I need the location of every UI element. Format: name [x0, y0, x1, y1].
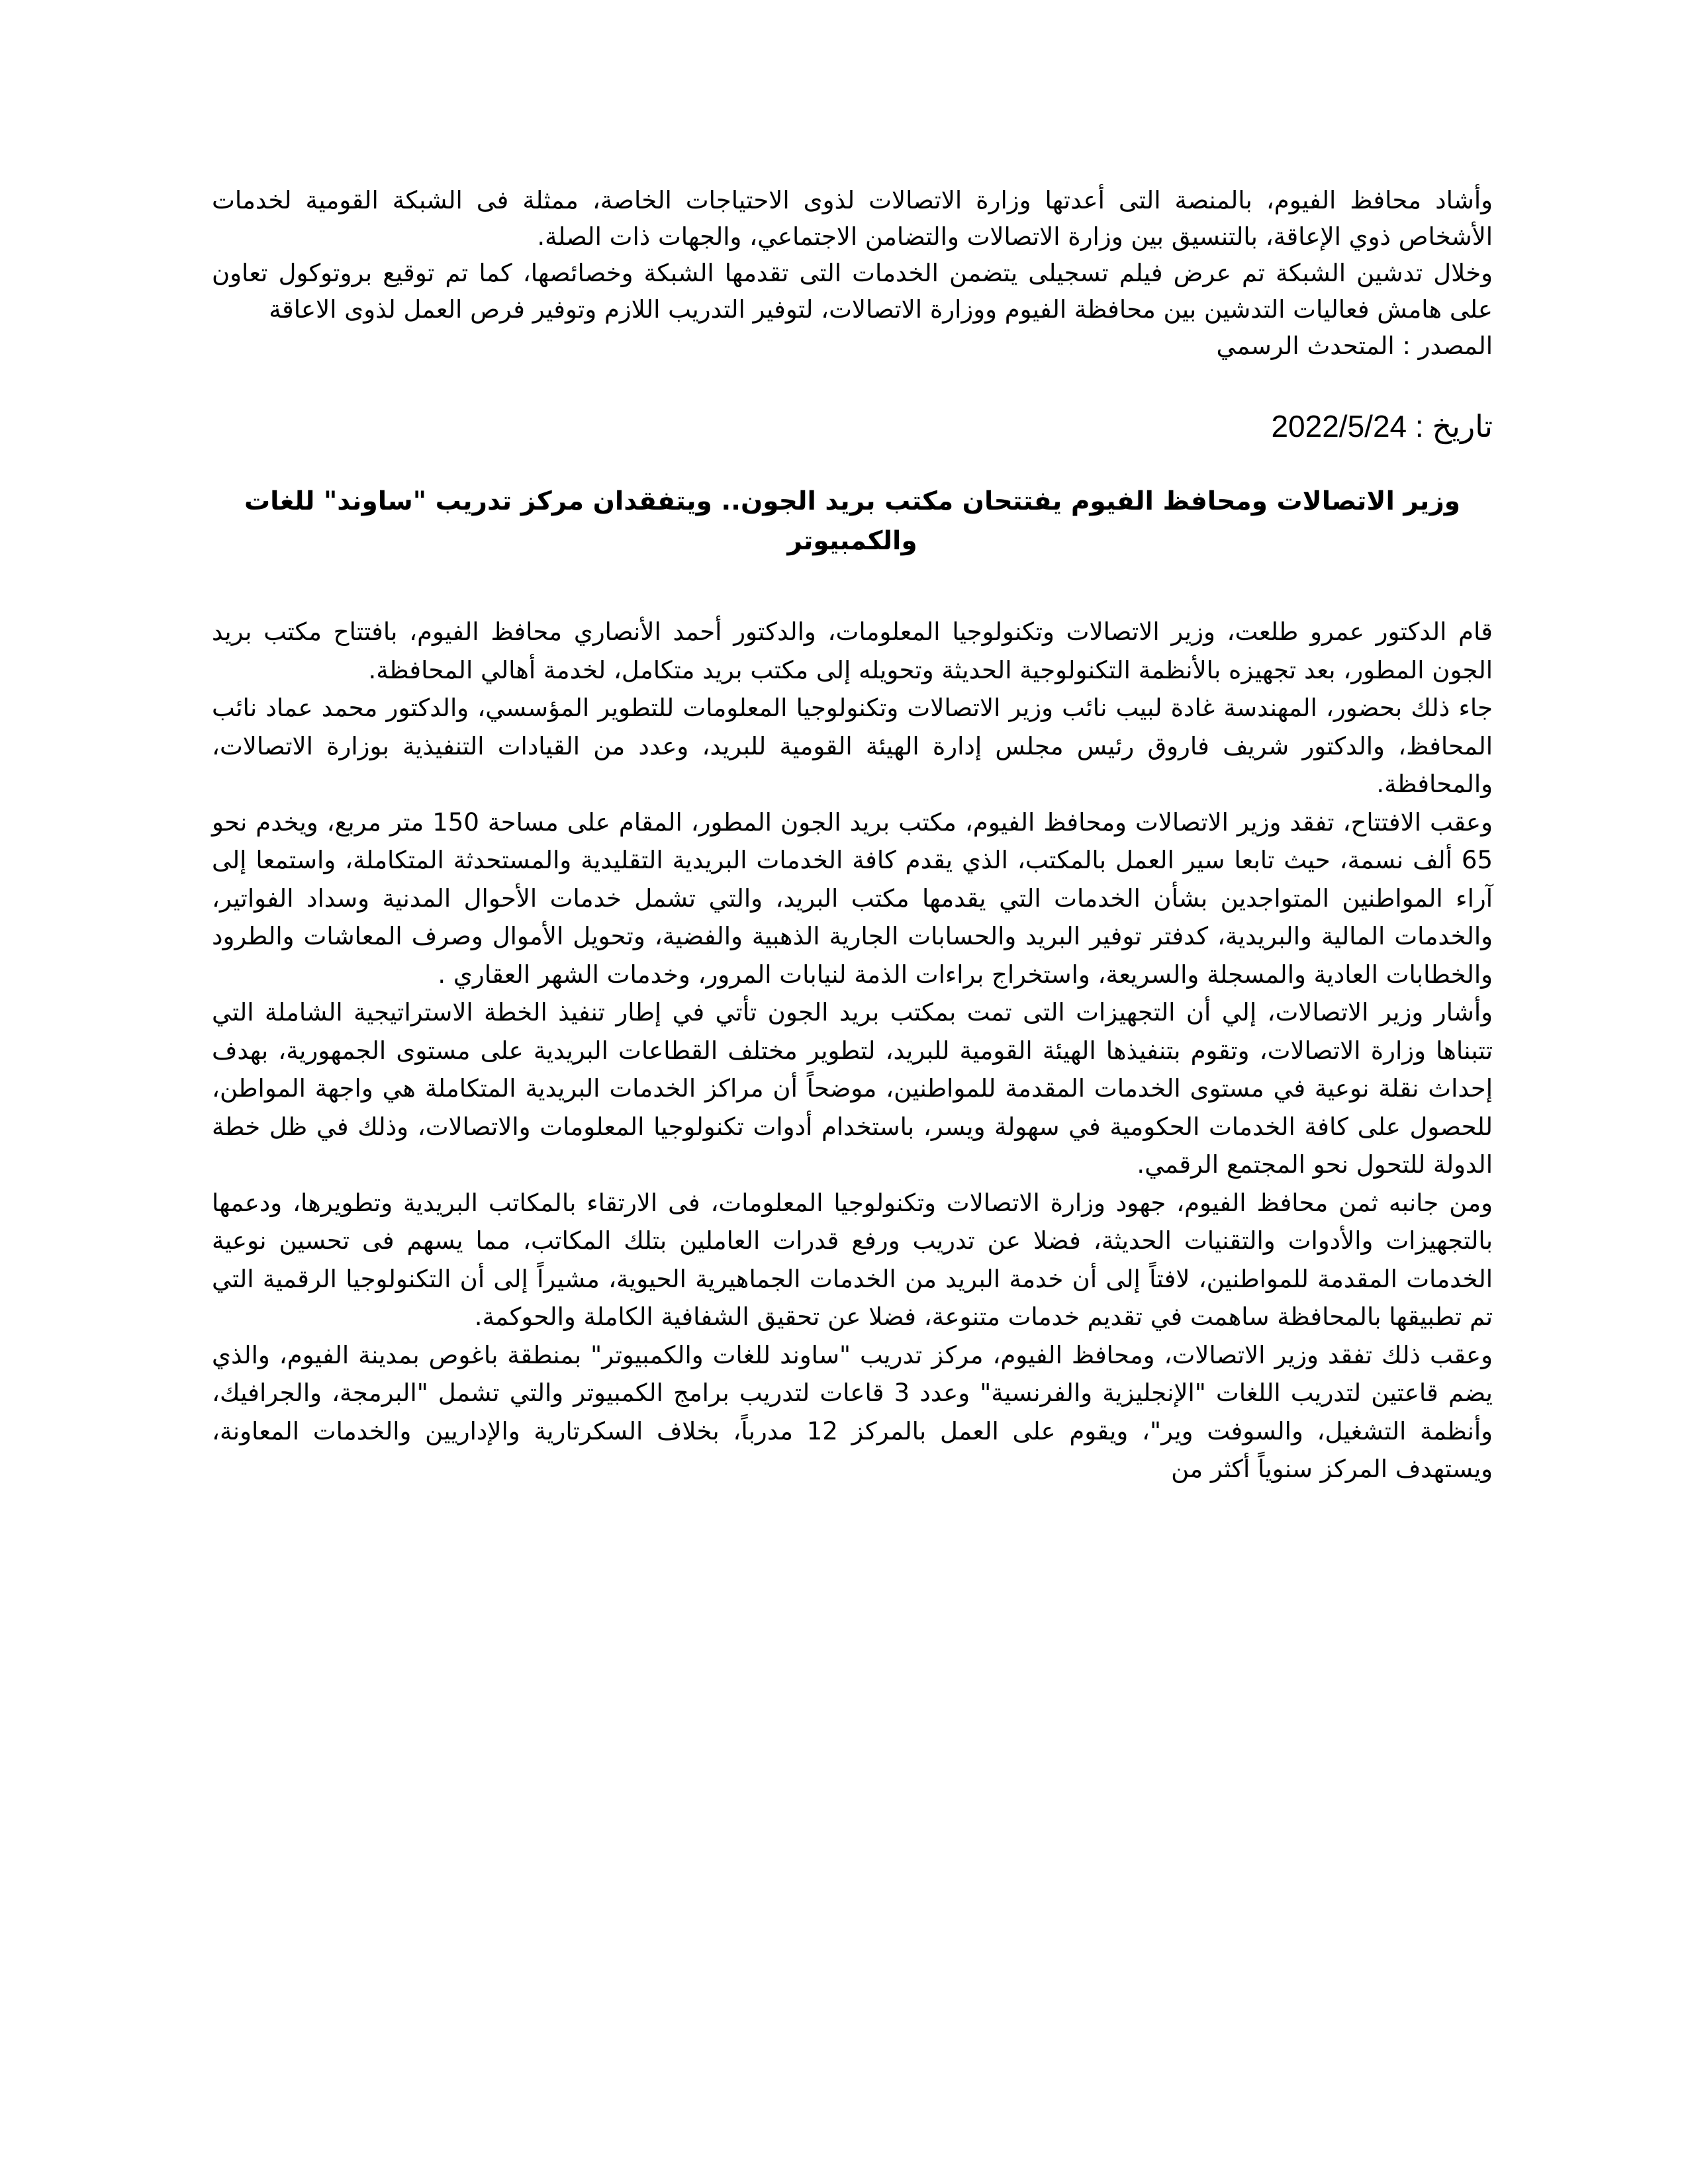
source-line: المصدر : المتحدث الرسمي [1216, 332, 1493, 360]
intro-section [212, 182, 1493, 364]
article-headline: وزير الاتصالات ومحافظ الفيوم يفتتحان مكتب بريد الجون.. ويتفقدان مركز تدريب "ساوند" للغات والكمبيوتر [244, 486, 1461, 556]
article-body [212, 613, 1493, 1488]
date-line [212, 405, 1493, 447]
article-paragraph-6: وعقب ذلك تفقد وزير الاتصالات، ومحافظ الفيوم، مركز تدريب "ساوند للغات والكمبيوتر" بمنطقة باغوص بمدينة الفيوم، والذي يضم قاعتين لتدريب اللغات "الإنجليزية والفرنسية" وعدد 3 قاعات لتدريب برامج الكمبيوتر والتي تشمل "البرمجة، والجرافيك، وأنظمة التشغيل، والسوفت وير"، ويقوم على العمل بالمركز 12 مدرباً، بخلاف السكرتارية والإداريين والخدمات المعاونة، ويستهدف المركز سنوياً أكثر من [212, 1340, 1493, 1483]
article-paragraph-2: جاء ذلك بحضور، المهندسة غادة لبيب نائب وزير الاتصالات وتكنولوجيا المعلومات للتطوير المؤسسي، والدكتور محمد عماد نائب المحافظ، والدكتور شريف فاروق رئيس مجلس إدارة الهيئة القومية للبريد، وعدد من القيادات التنفيذية بوزارة الاتصالات، والمحافظة. [212, 694, 1493, 798]
article-paragraph-5: ومن جانبه ثمن محافظ الفيوم، جهود وزارة الاتصالات وتكنولوجيا المعلومات، فى الارتقاء بالمكاتب البريدية وتطويرها، ودعمها بالتجهيزات والأدوات والتقنيات الحديثة، فضلا عن تدريب ورفع قدرات العاملين بتلك المكاتب، مما يسهم فى تحسين نوعية الخدمات المقدمة للمواطنين، لافتاً إلى أن خدمة البريد من الخدمات الجماهيرية الحيوية، مشيراً إلى أن التكنولوجيا الرقمية التي تم تطبيقها بالمحافظة ساهمت في تقديم خدمات متنوعة، فضلا عن تحقيق الشفافية الكاملة والحوكمة. [212, 1188, 1493, 1331]
date-label: تاريخ : [1415, 409, 1493, 443]
article-paragraph-4: وأشار وزير الاتصالات، إلي أن التجهيزات التى تمت بمكتب بريد الجون تأتي في إطار تنفيذ الخطة الاستراتيجية الشاملة التي تتبناها وزارة الاتصالات، وتقوم بتنفيذها الهيئة القومية للبريد، لتطوير مختلف القطاعات البريدية على مستوى الجمهورية، بهدف إحداث نقلة نوعية في مستوى الخدمات المقدمة للمواطنين، موضحاً أن مراكز الخدمات البريدية المتكاملة هي واجهة المواطن، للحصول على كافة الخدمات الحكومية في سهولة ويسر، باستخدام أدوات تكنولوجيا المعلومات والاتصالات، وذلك في ظل خطة الدولة للتحول نحو المجتمع الرقمي. [212, 998, 1493, 1179]
article-paragraph-1: قام الدكتور عمرو طلعت، وزير الاتصالات وتكنولوجيا المعلومات، والدكتور أحمد الأنصاري محافظ الفيوم، بافتتاح مكتب بريد الجون المطور، بعد تجهيزه بالأنظمة التكنولوجية الحديثة وتحويله إلى مكتب بريد متكامل، لخدمة أهالي المحافظة. [212, 617, 1493, 684]
intro-paragraph-2: وخلال تدشين الشبكة تم عرض فيلم تسجيلى يتضمن الخدمات التى تقدمها الشبكة وخصائصها، كما تم توقيع بروتوكول تعاون على هامش فعاليات التدشين بين محافظة الفيوم ووزارة الاتصالات، لتوفير التدريب اللازم وتوفير فرص العمل لذوى الاعاقة [212, 259, 1493, 324]
date-value: 2022/5/24 [1271, 409, 1407, 443]
article-paragraph-3: وعقب الافتتاح، تفقد وزير الاتصالات ومحافظ الفيوم، مكتب بريد الجون المطور، المقام على مساحة 150 متر مربع، ويخدم نحو 65 ألف نسمة، حيث تابعا سير العمل بالمكتب، الذي يقدم كافة الخدمات البريدية التقليدية والمستحدثة المتكاملة، واستمعا إلى آراء المواطنين المتواجدين بشأن الخدمات التي يقدمها مكتب البريد، والتي تشمل خدمات الأحوال المدنية وسداد الفواتير، والخدمات المالية والبريدية، كدفتر توفير البريد والحسابات الجارية الذهبية والفضية، وتحويل الأموال وصرف المعاشات والطرود والخطابات العادية والمسجلة والسريعة، واستخراج براءات الذمة لنيابات المرور، وخدمات الشهر العقاري . [212, 807, 1493, 989]
intro-paragraph-1: وأشاد محافظ الفيوم، بالمنصة التى أعدتها وزارة الاتصالات لذوى الاحتياجات الخاصة، ممثلة فى الشبكة القومية لخدمات الأشخاص ذوي الإعاقة، بالتنسيق بين وزارة الاتصالات والتضامن الاجتماعي، والجهات ذات الصلة. [212, 186, 1493, 251]
document-page [212, 182, 1493, 1488]
